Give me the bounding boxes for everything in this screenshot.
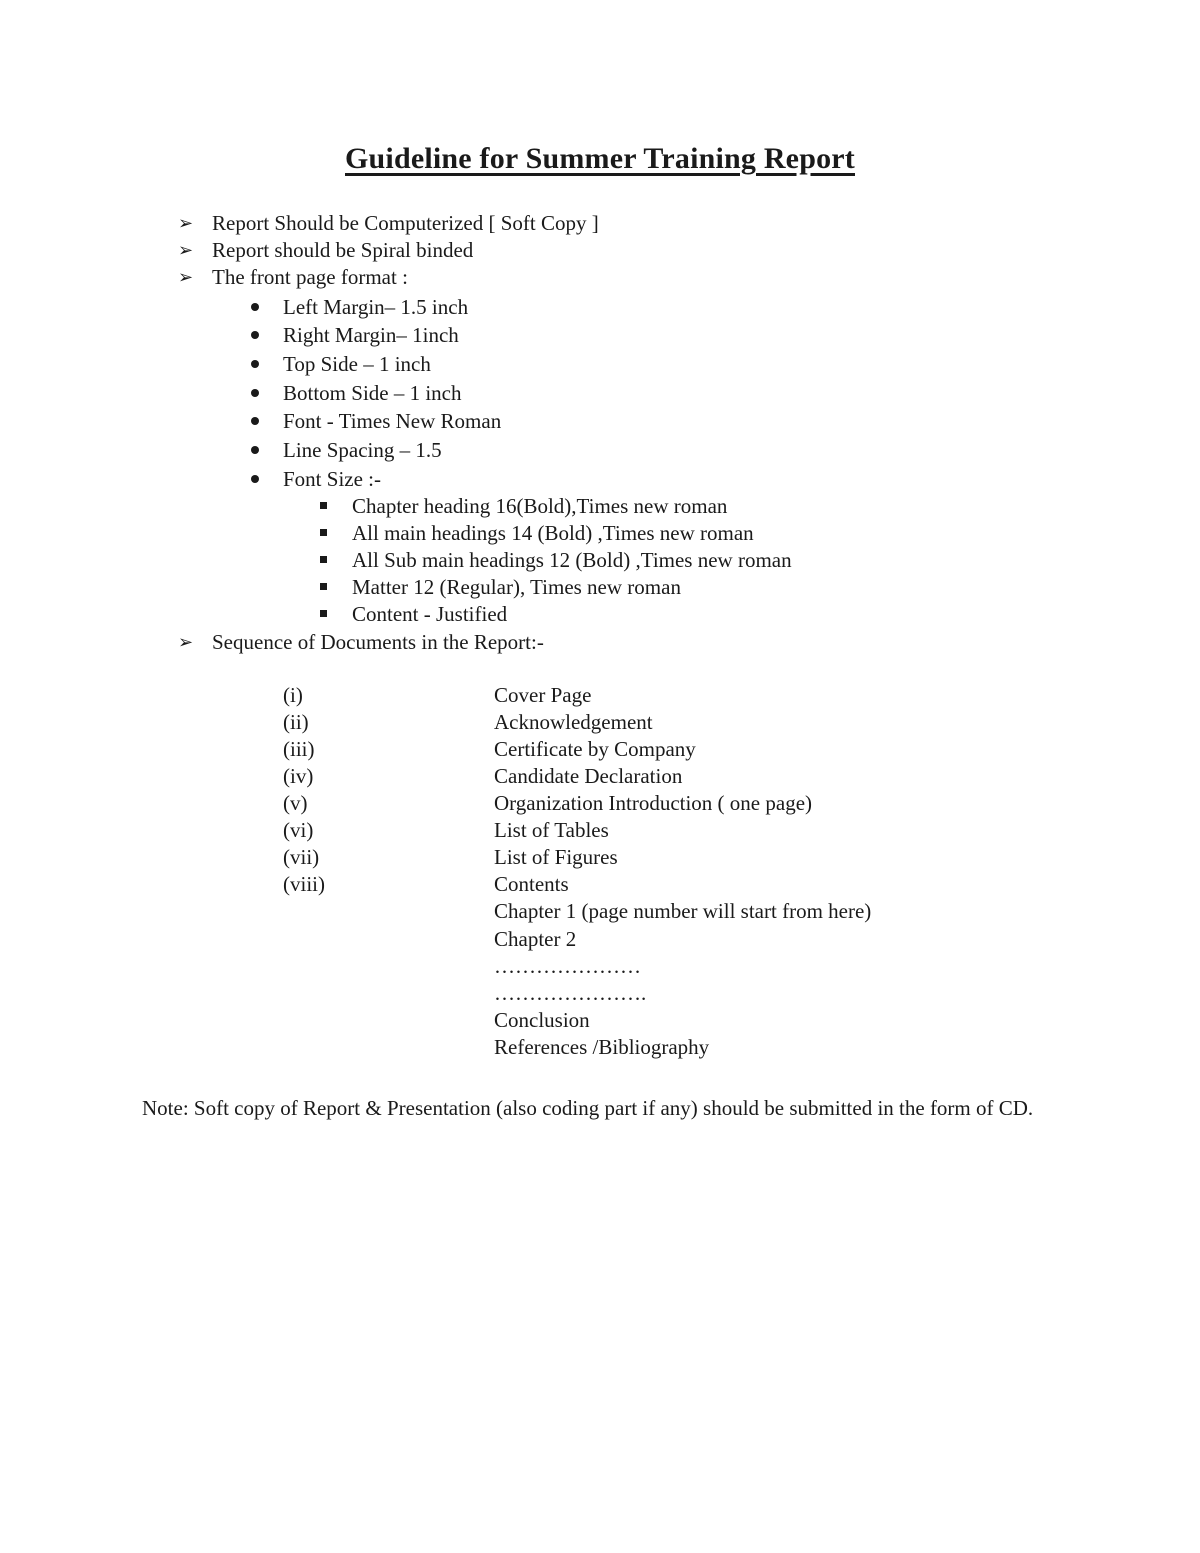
main-point-front-page-format: The front page format : <box>212 265 408 289</box>
font-size-chapter-heading: Chapter heading 16(Bold),Times new roman <box>352 494 728 518</box>
sequence-item-ellipsis: ………………… <box>494 954 641 978</box>
sequence-item-declaration: Candidate Declaration <box>494 764 683 788</box>
sequence-item-acknowledgement: Acknowledgement <box>494 710 653 734</box>
sequence-item-chapter-1: Chapter 1 (page number will start from here) <box>494 899 872 923</box>
font-size-main-headings: All main headings 14 (Bold) ,Times new roman <box>352 521 754 545</box>
sequence-item-references: References /Bibliography <box>494 1035 710 1059</box>
disc-bullet-icon <box>251 303 259 311</box>
sequence-item-cover-page: Cover Page <box>494 683 592 707</box>
sequence-item-conclusion: Conclusion <box>494 1008 590 1032</box>
sequence-number: (ii) <box>283 710 309 734</box>
page-title: Guideline for Summer Training Report <box>345 142 855 175</box>
square-bullet-icon <box>320 502 327 509</box>
square-bullet-icon <box>320 610 327 617</box>
sequence-item-ellipsis: …………………. <box>494 981 647 1005</box>
sequence-number: (i) <box>283 683 303 707</box>
sequence-item-chapter-2: Chapter 2 <box>494 927 577 951</box>
font-size-sub-main-headings: All Sub main headings 12 (Bold) ,Times new roman <box>352 548 792 572</box>
font-size-matter: Matter 12 (Regular), Times new roman <box>352 575 681 599</box>
main-point-spiral-binded: Report should be Spiral binded <box>212 238 474 262</box>
sequence-item-list-of-tables: List of Tables <box>494 818 609 842</box>
arrowhead-bullet-icon: ➢ <box>178 267 194 287</box>
disc-bullet-icon <box>251 389 259 397</box>
format-top-side: Top Side – 1 inch <box>283 352 431 376</box>
disc-bullet-icon <box>251 360 259 368</box>
main-point-computerized: Report Should be Computerized [ Soft Copy ] <box>212 211 599 235</box>
sequence-item-list-of-figures: List of Figures <box>494 845 618 869</box>
disc-bullet-icon <box>251 446 259 454</box>
disc-bullet-icon <box>251 331 259 339</box>
square-bullet-icon <box>320 556 327 563</box>
disc-bullet-icon <box>251 475 259 483</box>
sequence-number: (v) <box>283 791 308 815</box>
square-bullet-icon <box>320 529 327 536</box>
format-font-size: Font Size :- <box>283 467 381 491</box>
format-bottom-side: Bottom Side – 1 inch <box>283 381 462 405</box>
sequence-number: (viii) <box>283 872 325 896</box>
main-point-sequence: Sequence of Documents in the Report:- <box>212 630 544 654</box>
sequence-number: (vi) <box>283 818 314 842</box>
format-right-margin: Right Margin– 1inch <box>283 323 459 347</box>
font-size-content: Content - Justified <box>352 602 508 626</box>
sequence-number: (vii) <box>283 845 320 869</box>
sequence-number: (iv) <box>283 764 314 788</box>
submission-note: Note: Soft copy of Report & Presentation (also coding part if any) should be submitted in the form of CD. <box>142 1096 1034 1120</box>
arrowhead-bullet-icon: ➢ <box>178 213 194 233</box>
arrowhead-bullet-icon: ➢ <box>178 240 194 260</box>
format-line-spacing: Line Spacing – 1.5 <box>283 438 442 462</box>
disc-bullet-icon <box>251 417 259 425</box>
sequence-number: (iii) <box>283 737 315 761</box>
format-left-margin: Left Margin– 1.5 inch <box>283 295 469 319</box>
sequence-item-organization-intro: Organization Introduction ( one page) <box>494 791 813 815</box>
sequence-item-certificate: Certificate by Company <box>494 737 696 761</box>
sequence-item-contents: Contents <box>494 872 569 896</box>
format-font: Font - Times New Roman <box>283 409 502 433</box>
square-bullet-icon <box>320 583 327 590</box>
arrowhead-bullet-icon: ➢ <box>178 632 194 652</box>
